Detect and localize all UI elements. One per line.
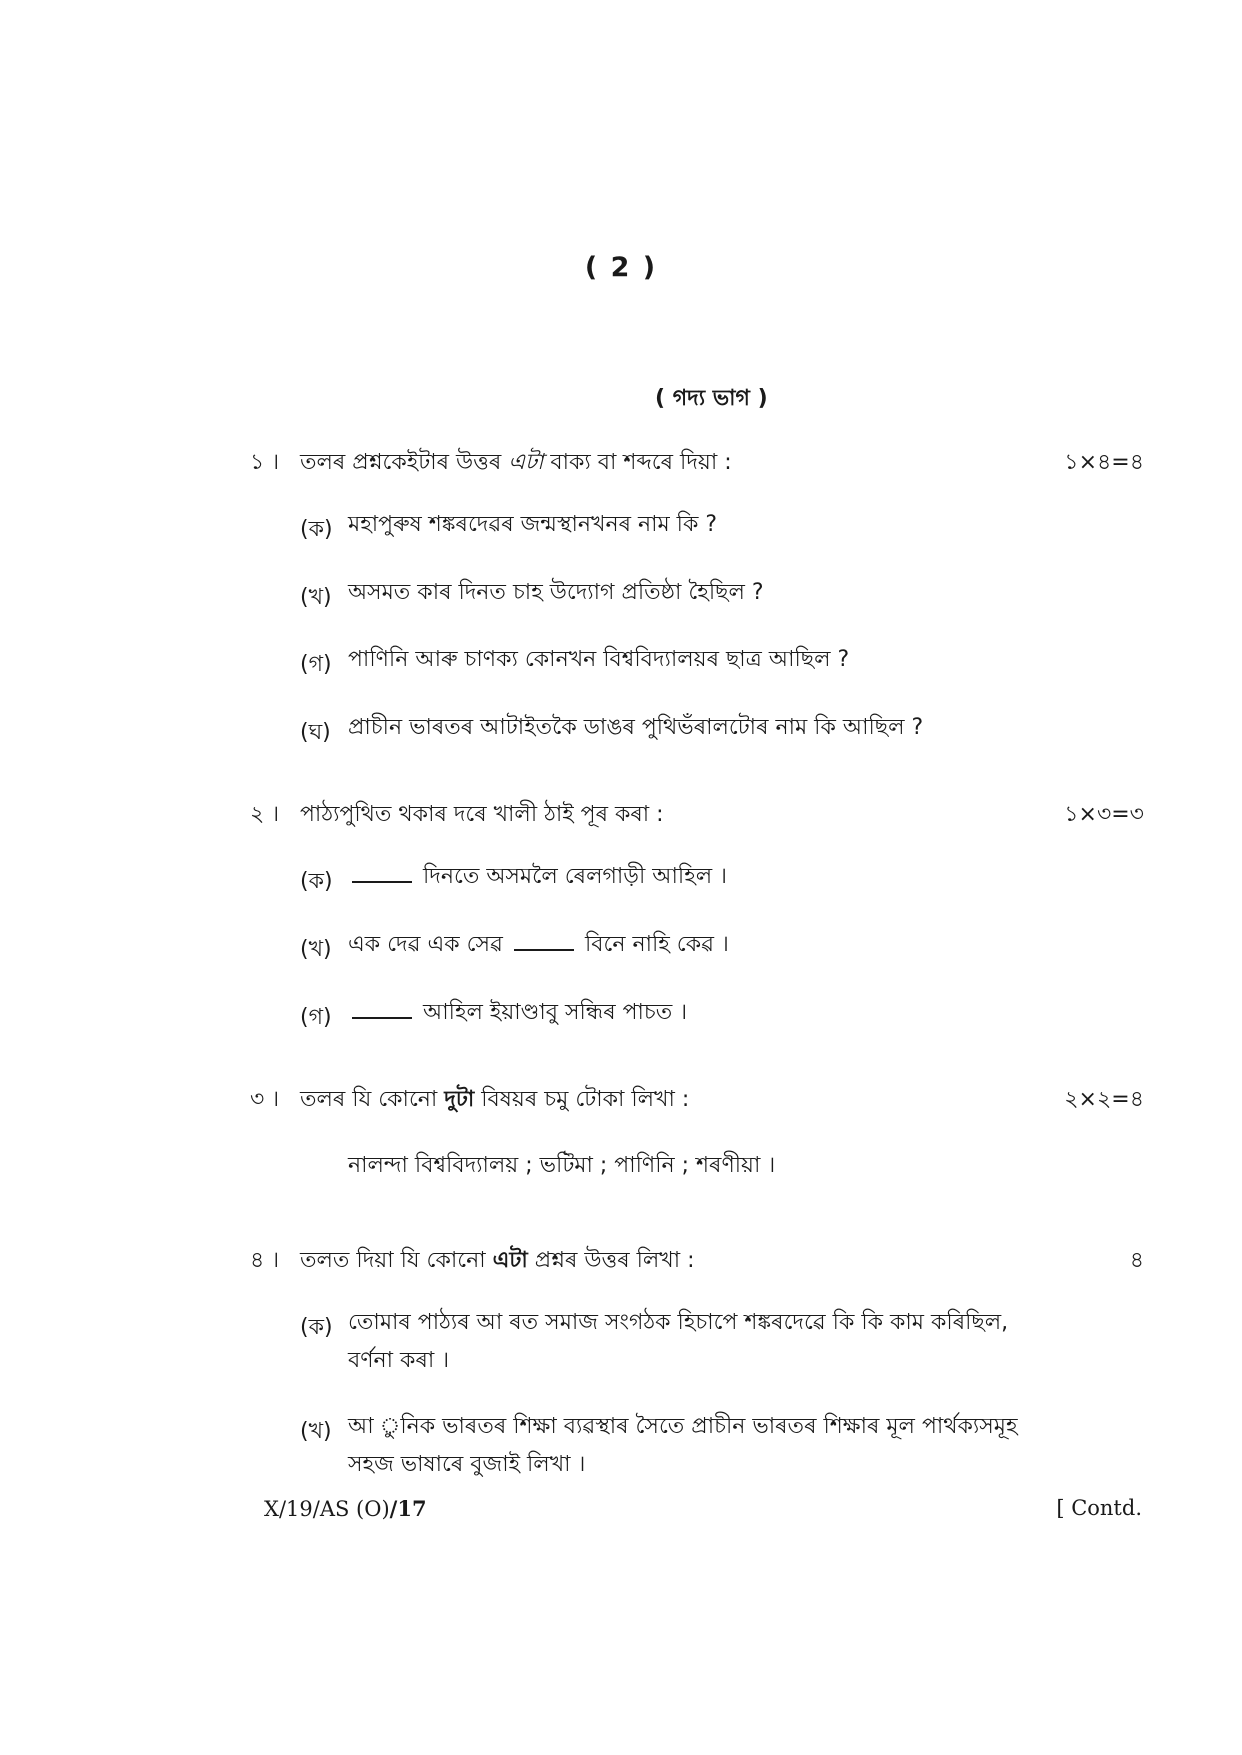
q1-part-gha-label: (ঘ) — [300, 720, 331, 745]
q4-part-kha-text — [348, 1408, 1018, 1484]
q4-part-ka-line2: বৰ্ণনা কৰা । — [348, 1348, 450, 1373]
question-3-topics: নালন্দা বিশ্ববিদ্যালয় ; ভটিমা ; পাণিনি ; শৰণীয়া । — [348, 1153, 776, 1178]
question-3-number: ৩ । — [250, 1087, 280, 1112]
fill-blank — [352, 880, 412, 883]
q1-part-ka-label: (ক) — [300, 517, 333, 542]
q2-part-ka-label: (ক) — [300, 869, 333, 894]
q2-part-kha-text: এক দেৱ এক সেৱ বিনে নাহি কেৱ । — [348, 932, 729, 957]
q1-part-kha-label: (খ) — [300, 585, 332, 610]
q2-part-ga-text: আহিল ইয়াণ্ডাবু সন্ধিৰ পাচত । — [348, 994, 687, 1032]
question-4-text: তলত দিয়া যি কোনো এটা প্ৰশ্নৰ উত্তৰ লিখা : — [300, 1248, 695, 1273]
q4-part-kha-line1: আ ুনিক ভাৰতৰ শিক্ষা ব্যৱস্থাৰ সৈতে প্ৰাচীন ভাৰতৰ শিক্ষাৰ মূল পাৰ্থক্যসমূহ — [348, 1414, 1018, 1439]
q1-part-ka-text: মহাপুৰুষ শঙ্কৰদেৱৰ জন্মস্থানখনৰ নাম কি ? — [348, 512, 718, 537]
q4-part-ka-line1: তোমাৰ পাঠ্যৰ আ ৰত সমাজ সংগঠক হিচাপে শঙ্কৰদেৱে কি কি কাম কৰিছিল, — [348, 1310, 1009, 1335]
question-2-marks: ১×৩=৩ — [1064, 802, 1144, 827]
q4-part-kha-line2: সহজ ভাষাৰে বুজাই লিখা । — [348, 1452, 586, 1477]
q4-part-kha-label: (খ) — [300, 1419, 332, 1444]
contd-label: [ Contd. — [1056, 1496, 1142, 1520]
fill-blank — [352, 1016, 412, 1019]
question-4-number: ৪ । — [250, 1248, 280, 1273]
q4-part-ka-label: (ক) — [300, 1315, 333, 1340]
q1-part-kha-text: অসমত কাৰ দিনত চাহ উদ্যোগ প্ৰতিষ্ঠা হৈছিল ? — [348, 580, 764, 605]
q1-part-ga-text: পাণিনি আৰু চাণক্য কোনখন বিশ্ববিদ্যালয়ৰ ছাত্ৰ আছিল ? — [348, 647, 850, 672]
section-title: ( গদ্য ভাগ ) — [655, 386, 768, 411]
question-1-text: তলৰ প্ৰশ্নকেইটাৰ উত্তৰ এটা বাক্য বা শব্দৰে দিয়া : — [300, 450, 732, 475]
q2-part-kha-label: (খ) — [300, 937, 332, 962]
q2-part-ga-label: (গ) — [300, 1005, 332, 1030]
question-2-text: পাঠ্যপুথিত থকাৰ দৰে খালী ঠাই পূৰ কৰা : — [300, 802, 664, 827]
question-4-marks: ৪ — [1129, 1248, 1144, 1273]
paper-code: X/19/AS (O)/17 — [264, 1496, 427, 1521]
page-number: ( 2 ) — [584, 252, 658, 283]
question-1-number: ১ । — [250, 450, 280, 475]
question-3-marks: ২×২=৪ — [1064, 1087, 1144, 1112]
question-3-text: তলৰ যি কোনো দুটা বিষয়ৰ চমু টোকা লিখা : — [300, 1087, 690, 1112]
question-2-number: ২ । — [250, 802, 280, 827]
q1-part-gha-text: প্ৰাচীন ভাৰতৰ আটাইতকৈ ডাঙৰ পুথিভঁৰালটোৰ নাম কি আছিল ? — [348, 715, 924, 740]
q4-part-ka-text — [348, 1304, 1008, 1380]
question-1-marks: ১×৪=৪ — [1064, 450, 1144, 475]
fill-blank — [514, 948, 574, 951]
q2-part-ka-text: দিনতে অসমলৈ ৰেলগাড়ী আহিল । — [348, 858, 727, 896]
q1-part-ga-label: (গ) — [300, 652, 332, 677]
